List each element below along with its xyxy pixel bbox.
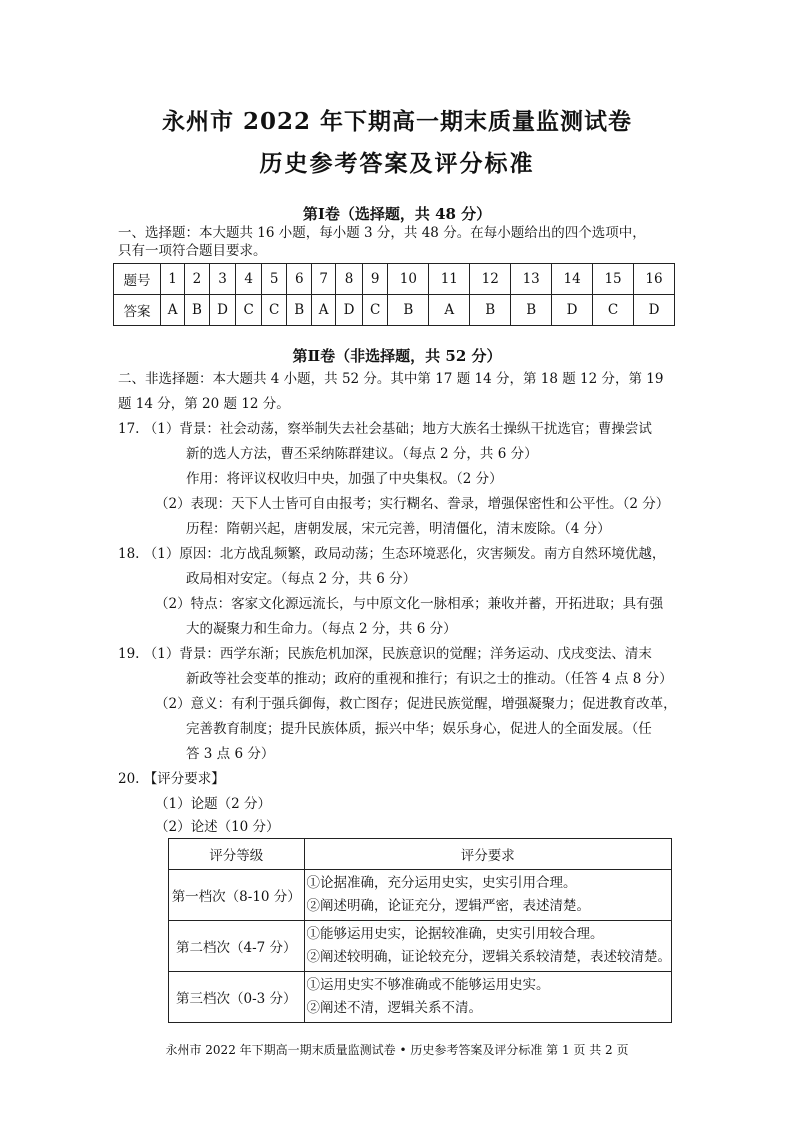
answer-cell: A bbox=[429, 295, 470, 326]
answer-cell: B bbox=[287, 295, 312, 326]
grading-criterion: ①论据准确，充分运用史实，史实引用合理。 bbox=[306, 875, 577, 891]
part1-heading: 第Ⅰ卷（选择题，共 48 分） bbox=[302, 205, 492, 223]
part2-intro-line1: 二、非选择题：本大题共 4 小题，共 52 分。其中第 17 题 14 分，第 18 题 12 分，第 19 bbox=[118, 371, 664, 387]
grading-criterion: ①能够运用史实，论据较准确，史实引用较合理。 bbox=[306, 926, 604, 942]
q17-line1: 17. （1）背景：社会动荡，察举制失去社会基础；地方大族名士操纵干扰选官；曹操尝试 bbox=[118, 421, 652, 437]
question-number: 14 bbox=[552, 264, 593, 295]
answer-cell: D bbox=[336, 295, 363, 326]
answer-cell: B bbox=[388, 295, 429, 326]
q19-line5: 答 3 点 6 分） bbox=[186, 746, 275, 762]
grading-row bbox=[169, 870, 672, 921]
answer-cell: A bbox=[312, 295, 336, 326]
question-number: 4 bbox=[236, 264, 262, 295]
answer-cell: C bbox=[236, 295, 262, 326]
row-label-answer: 答案 bbox=[114, 295, 161, 326]
row-label-number: 题号 bbox=[114, 264, 161, 295]
question-number: 15 bbox=[593, 264, 634, 295]
question-number: 13 bbox=[511, 264, 552, 295]
q18-line4: 大的凝聚力和生命力。（每点 2 分，共 6 分） bbox=[186, 621, 457, 637]
q19-line3: （2）意义：有利于强兵御侮，救亡图存；促进民族觉醒，增强凝聚力；促进教育改革， bbox=[155, 696, 677, 712]
part1-intro-line1: 一、选择题：本大题共 16 小题，每小题 3 分，共 48 分。在每小题给出的四个选项中， bbox=[118, 225, 646, 241]
question-number: 8 bbox=[336, 264, 363, 295]
document-subtitle: 历史参考答案及评分标准 bbox=[259, 150, 535, 177]
grading-criteria-table bbox=[168, 838, 672, 1023]
question-number: 6 bbox=[287, 264, 312, 295]
q18-line3: （2）特点：客家文化源远流长，与中原文化一脉相承；兼收并蓄，开拓进取；具有强 bbox=[155, 596, 664, 612]
grading-criterion: ②阐述较明确，证论较充分，逻辑关系较清楚，表述较清楚。 bbox=[306, 949, 671, 965]
question-number: 3 bbox=[209, 264, 236, 295]
grading-level-header: 评分等级 bbox=[169, 839, 305, 870]
question-number: 2 bbox=[185, 264, 210, 295]
document-title: 永州市 2022 年下期高一期末质量监测试卷 bbox=[161, 108, 633, 135]
grading-requirements bbox=[304, 870, 672, 921]
question-number: 7 bbox=[312, 264, 336, 295]
q17-line5: 历程：隋朝兴起，唐朝发展，宋元完善，明清僵化，清末废除。（4 分） bbox=[186, 521, 611, 537]
grading-criterion: ②阐述明确，论证充分，逻辑严密，表述清楚。 bbox=[306, 898, 590, 914]
part1-intro-line2: 只有一项符合题目要求。 bbox=[118, 243, 267, 259]
grading-criterion: ②阐述不清，逻辑关系不清。 bbox=[306, 1000, 482, 1016]
multiple-choice-answer-table bbox=[113, 263, 675, 326]
answer-cell: B bbox=[185, 295, 210, 326]
grading-criterion: ①运用史实不够准确或不能够运用史实。 bbox=[306, 977, 550, 993]
grading-row bbox=[169, 972, 672, 1023]
question-number: 5 bbox=[261, 264, 287, 295]
grading-requirements bbox=[304, 972, 672, 1023]
part2-intro-line2: 题 14 分，第 20 题 12 分。 bbox=[118, 396, 290, 412]
grading-requirements bbox=[304, 921, 672, 972]
answer-cell: A bbox=[161, 295, 185, 326]
page-footer: 永州市 2022 年下期高一期末质量监测试卷 • 历史参考答案及评分标准 第 1 页 共 2 页 bbox=[165, 1043, 629, 1057]
question-number: 1 bbox=[161, 264, 185, 295]
q17-line3: 作用：将评议权收归中央，加强了中央集权。（2 分） bbox=[186, 471, 503, 487]
q20-line2: （1）论题（2 分） bbox=[155, 796, 271, 812]
q18-line1: 18. （1）原因：北方战乱频繁，政局动荡；生态环境恶化，灾害频发。南方自然环境优越， bbox=[118, 546, 666, 562]
q19-line1: 19. （1）背景：西学东渐；民族危机加深，民族意识的觉醒；洋务运动、戊戌变法、清末 bbox=[118, 646, 652, 662]
answer-cell: B bbox=[470, 295, 511, 326]
question-number: 11 bbox=[429, 264, 470, 295]
grading-level: 第三档次（0-3 分） bbox=[169, 972, 305, 1023]
q17-line4: （2）表现：天下人士皆可自由报考；实行糊名、誊录，增强保密性和公平性。（2 分） bbox=[155, 496, 670, 512]
answer-cell: C bbox=[362, 295, 388, 326]
q17-line2: 新的选人方法，曹丕采纳陈群建议。（每点 2 分，共 6 分） bbox=[186, 446, 538, 462]
q19-line4: 完善教育制度；提升民族体质，振兴中华；娱乐身心，促进人的全面发展。（任 bbox=[186, 721, 652, 737]
question-number: 9 bbox=[362, 264, 388, 295]
answer-cell: D bbox=[634, 295, 675, 326]
grading-level: 第二档次（4-7 分） bbox=[169, 921, 305, 972]
answer-cell: B bbox=[511, 295, 552, 326]
question-number: 10 bbox=[388, 264, 429, 295]
answer-row bbox=[114, 295, 675, 326]
question-number-row bbox=[114, 264, 675, 295]
question-number: 12 bbox=[470, 264, 511, 295]
q20-line1: 20. 【评分要求】 bbox=[118, 771, 225, 787]
answer-cell: C bbox=[261, 295, 287, 326]
answer-cell: C bbox=[593, 295, 634, 326]
grading-level: 第一档次（8-10 分） bbox=[169, 870, 305, 921]
q18-line2: 政局相对安定。（每点 2 分，共 6 分） bbox=[186, 571, 417, 587]
q19-line2: 新政等社会变革的推动；政府的重视和推行；有识之士的推动。（任答 4 点 8 分） bbox=[186, 671, 673, 687]
q20-line3: （2）论述（10 分） bbox=[155, 819, 280, 835]
question-number: 16 bbox=[634, 264, 675, 295]
grading-requirement-header: 评分要求 bbox=[304, 839, 672, 870]
part2-heading: 第Ⅱ卷（非选择题，共 52 分） bbox=[292, 347, 502, 365]
grading-header-row bbox=[169, 839, 672, 870]
grading-row bbox=[169, 921, 672, 972]
answer-cell: D bbox=[209, 295, 236, 326]
answer-cell: D bbox=[552, 295, 593, 326]
